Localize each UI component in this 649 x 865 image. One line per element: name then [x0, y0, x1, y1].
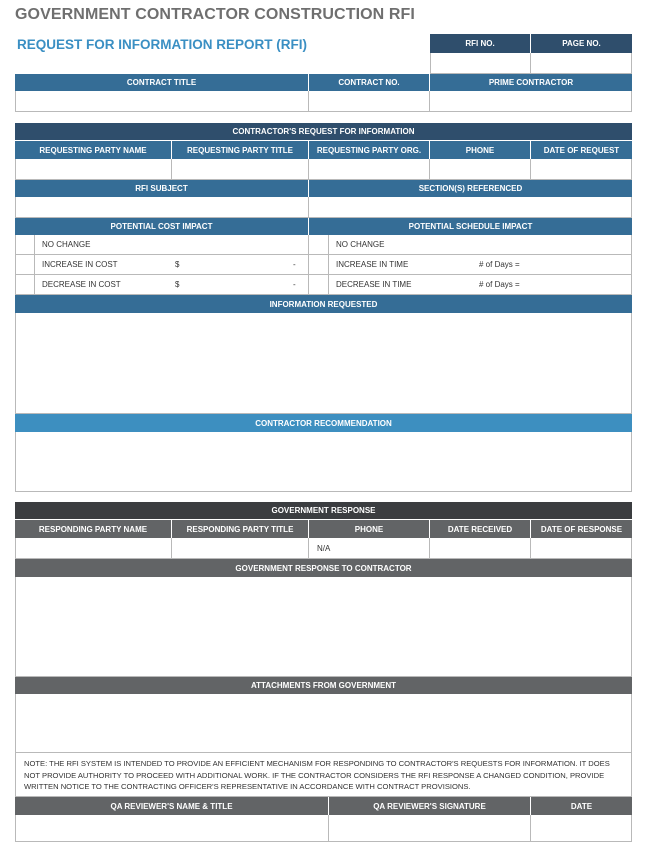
cost-value[interactable]: - [293, 260, 296, 269]
sections-referenced-header: SECTION(S) REFERENCED [309, 180, 632, 197]
gov-phone-field[interactable] [309, 538, 430, 559]
cost-label: DECREASE IN COST [42, 280, 121, 289]
schedule-row [329, 235, 632, 255]
cost-checkbox[interactable] [15, 255, 35, 275]
cost-impact-header: POTENTIAL COST IMPACT [15, 218, 309, 235]
sections-referenced-field[interactable] [309, 197, 632, 218]
document-title: GOVERNMENT CONTRACTOR CONSTRUCTION RFI [15, 6, 415, 23]
information-requested-header: INFORMATION REQUESTED [15, 295, 632, 313]
government-response-block [15, 502, 632, 842]
cost-row [35, 255, 309, 275]
date-of-response-header: DATE OF RESPONSE [531, 519, 632, 538]
contract-no-header: CONTRACT NO. [309, 74, 430, 91]
date-of-request-header: DATE OF REQUEST [531, 140, 632, 159]
qa-date-field[interactable] [531, 815, 632, 842]
date-of-response-field[interactable] [531, 538, 632, 559]
schedule-row [329, 255, 632, 275]
schedule-impact-header: POTENTIAL SCHEDULE IMPACT [309, 218, 632, 235]
schedule-days[interactable]: # of Days = [479, 280, 520, 289]
rfi-page-block [430, 34, 632, 74]
responding-party-name-header: RESPONDING PARTY NAME [15, 519, 172, 538]
contract-no-field[interactable] [309, 91, 430, 112]
date-of-request-field[interactable] [531, 159, 632, 180]
document-subtitle: REQUEST FOR INFORMATION REPORT (RFI) [17, 37, 307, 52]
requesting-party-org-header: REQUESTING PARTY ORG. [309, 140, 430, 159]
schedule-label: DECREASE IN TIME [336, 280, 412, 289]
rfi-no-header: RFI NO. [430, 34, 531, 53]
qa-reviewer-signature-field[interactable] [329, 815, 531, 842]
cost-symbol: $ [175, 280, 180, 289]
schedule-row [329, 275, 632, 295]
responding-party-name-field[interactable] [15, 538, 172, 559]
contractor-recommendation-header: CONTRACTOR RECOMMENDATION [15, 414, 632, 432]
prime-contractor-field[interactable] [430, 91, 632, 112]
requesting-party-title-header: REQUESTING PARTY TITLE [172, 140, 309, 159]
attachments-header: ATTACHMENTS FROM GOVERNMENT [15, 677, 632, 694]
gov-response-to-contractor-field[interactable] [15, 577, 632, 677]
schedule-label: INCREASE IN TIME [336, 260, 409, 269]
rfi-subject-field[interactable] [15, 197, 309, 218]
request-block [15, 123, 632, 492]
cost-checkbox[interactable] [15, 275, 35, 295]
schedule-checkbox[interactable] [309, 235, 329, 255]
information-requested-field[interactable] [15, 313, 632, 414]
rfi-note: NOTE: THE RFI SYSTEM IS INTENDED TO PROVIDE AN EFFICIENT MECHANISM FOR RESPONDING TO CONTRACTOR'S REQUESTS FOR INFORMATION. IT DOES NOT PROVIDE AUTHORITY TO PROCEED WITH ADDITIONAL WORK. IF THE CONTRACTOR CONSIDERS THE RFI RESPONSE A CHANGED CONDITION, PROVIDE WRITTEN NOTICE TO THE CONTRACTING OFFICER'S REPRESENTATIVE IN ACCORDANCE WITH CONTRACT PROVISIONS. [15, 753, 632, 797]
rfi-subject-header: RFI SUBJECT [15, 180, 309, 197]
requesting-party-name-field[interactable] [15, 159, 172, 180]
requesting-party-org-field[interactable] [309, 159, 430, 180]
qa-reviewer-signature-header: QA REVIEWER'S SIGNATURE [329, 797, 531, 815]
cost-label: NO CHANGE [42, 240, 91, 249]
cost-row [35, 235, 309, 255]
government-response-heading: GOVERNMENT RESPONSE [15, 502, 632, 519]
date-received-field[interactable] [430, 538, 531, 559]
gov-phone-header: PHONE [309, 519, 430, 538]
rfi-no-field[interactable] [430, 53, 531, 74]
cost-checkbox[interactable] [15, 235, 35, 255]
date-received-header: DATE RECEIVED [430, 519, 531, 538]
schedule-days[interactable]: # of Days = [479, 260, 520, 269]
schedule-label: NO CHANGE [336, 240, 385, 249]
attachments-field[interactable] [15, 694, 632, 753]
contract-block [15, 74, 632, 112]
contractor-recommendation-field[interactable] [15, 432, 632, 492]
cost-label: INCREASE IN COST [42, 260, 118, 269]
phone-header: PHONE [430, 140, 531, 159]
qa-date-header: DATE [531, 797, 632, 815]
qa-reviewer-name-header: QA REVIEWER'S NAME & TITLE [15, 797, 329, 815]
contract-title-header: CONTRACT TITLE [15, 74, 309, 91]
request-heading: CONTRACTOR'S REQUEST FOR INFORMATION [15, 123, 632, 140]
responding-party-title-field[interactable] [172, 538, 309, 559]
contract-title-field[interactable] [15, 91, 309, 112]
responding-party-title-header: RESPONDING PARTY TITLE [172, 519, 309, 538]
requesting-party-name-header: REQUESTING PARTY NAME [15, 140, 172, 159]
phone-field[interactable] [430, 159, 531, 180]
cost-value[interactable]: - [293, 280, 296, 289]
requesting-party-title-field[interactable] [172, 159, 309, 180]
cost-symbol: $ [175, 260, 180, 269]
schedule-checkbox[interactable] [309, 275, 329, 295]
qa-reviewer-name-field[interactable] [15, 815, 329, 842]
schedule-checkbox[interactable] [309, 255, 329, 275]
gov-response-to-contractor-header: GOVERNMENT RESPONSE TO CONTRACTOR [15, 559, 632, 577]
gov-phone-value: N/A [317, 544, 331, 553]
page-no-header: PAGE NO. [531, 34, 632, 53]
prime-contractor-header: PRIME CONTRACTOR [430, 74, 632, 91]
page-no-field[interactable] [531, 53, 632, 74]
cost-row [35, 275, 309, 295]
